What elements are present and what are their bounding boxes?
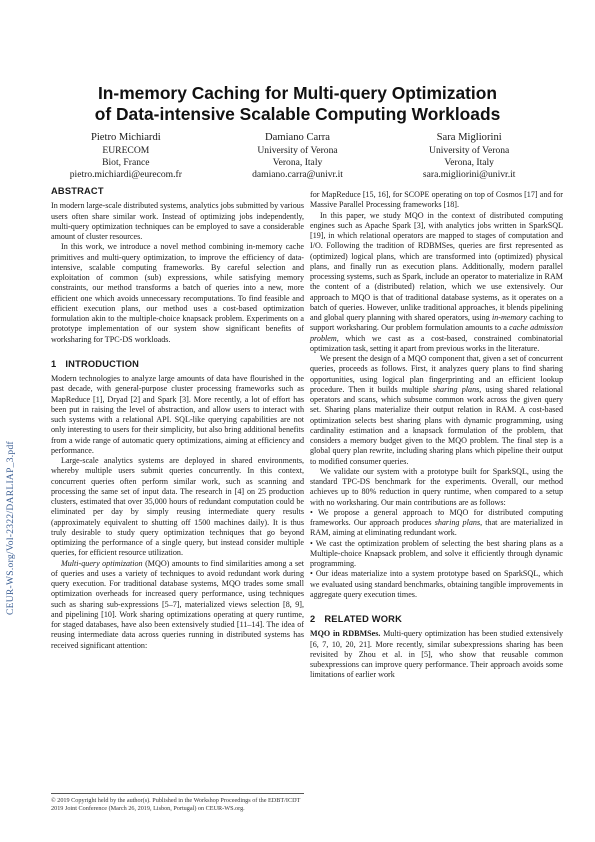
author-name: Sara Migliorini xyxy=(436,132,502,143)
paragraph-text: In this paper, we study MQO in the context of distributed computing engines such as Apache Spark [3], with analytics jobs written in SparkSQL [19], in which relational operators are mapped to stages of computation and I/O. Following the tradition of RDBMSes, queries are first represented as (optimized) logical plans, which are transformed into (optimized) physical plans, and finally run as execution plans. Additionally, modern parallel processing systems, such as Spark, include an operator to materialize in RAM the content of a (distributed) relation, which we use extensively. Our approach to MQO is that of traditional database systems, as it operates on a batch of queries. However, unlike traditional approaches, it blends pipelining and global query planning with shared operators, using xyxy=(310,210,563,322)
abstract-paragraph-1: In modern large-scale distributed systems, analytics jobs submitted by various users often share similar work. Instead of optimizing jobs independently, multi-query optimization techniques can be employed to save a considerable amount of cluster resources. xyxy=(51,201,304,241)
paragraph-text: Multi-query optimization has been studied extensively [6, 7, 10, 20, 21]. More recently, similar subexpressions sharing has been revisited by Zhou et al. in [5], who show that reusable common subexpressions can improve query performance. Their approach avoids some limitations of earlier work xyxy=(310,629,563,680)
paragraph-text: • We propose a general approach to MQO for distributed computing frameworks. Our approach produces xyxy=(310,507,563,527)
author-name: Damiano Carra xyxy=(265,132,331,143)
author-location: Verona, Italy xyxy=(444,156,494,168)
left-column xyxy=(51,186,304,651)
title-line-1: In-memory Caching for Multi-query Optimization xyxy=(97,83,498,103)
author-name: Pietro Michiardi xyxy=(90,132,161,143)
author-affiliation: University of Verona xyxy=(257,144,338,156)
section-number: 1 xyxy=(51,358,57,369)
copyright-footnote: © 2019 Copyright held by the author(s). Published in the Workshop Proceedings of the EDBT/ICDT 2019 Joint Conference (March 26, 2019, Lisbon, Portugal) on CEUR-WS.org. xyxy=(51,793,304,813)
author-affiliation: University of Verona xyxy=(429,144,510,156)
paragraph-text: (MQO) amounts to find similarities among a set of queries and uses a variety of techniques to avoid redundant work during query execution. For traditional database systems, MQO trades some small optimization overheads for increased query performance, using techniques such as sharing sub-expressions [5–7], materialized views selection [8, 9], and pipelining [10]. Work sharing optimizations operating at query runtime, for staged databases, have also been extensively studied [11–14]. The idea of reusing intermediate data across queries running in distributed systems has received significant attention: xyxy=(51,558,304,650)
title-line-2: of Data-intensive Scalable Computing Workloads xyxy=(94,104,501,124)
related-work-heading xyxy=(310,614,563,624)
paragraph-text: , which we cast as a cost-based, constrained combinatorial optimization task, setting it apart from previous works in the literature. xyxy=(310,333,563,353)
abstract-heading: ABSTRACT xyxy=(51,186,104,196)
author-block xyxy=(40,131,555,181)
section-title: INTRODUCTION xyxy=(65,358,140,369)
run-in-heading: MQO in RDBMSes. xyxy=(310,629,381,639)
emphasis: sharing plans xyxy=(434,518,481,527)
author-2 xyxy=(212,131,384,181)
author-affiliation: EURECOM xyxy=(102,144,150,156)
emphasis: in-memory xyxy=(491,313,528,322)
intro-paragraph-1: Modern technologies to analyze large amounts of data have flourished in the past decade, with general-purpose cluster processing frameworks such as MapReduce [1], Dryad [2] and Spark [3]. More recently, a lot of effort has been put in raising the level of abstraction, and allow users to interact with such systems with a relational API. SQL-like querying capabilities are not only interesting to users for their simplicity, but also bring additional benefits from a wide range of automatic query optimizations, aiming at efficiency and performance. xyxy=(51,374,304,455)
emphasis: cache admission problem xyxy=(310,323,563,343)
author-email: pietro.michiardi@eurecom.fr xyxy=(69,169,182,181)
intro-paragraph-2: Large-scale analytics systems are deployed in shared environments, whereby multiple users submit queries concurrently. In this context, concurrent queries often perform similar work, such as scanning and processing the same set of input data. The research in [4] on 25 production clusters, estimated that over 35,000 hours of redundant computation could be eliminated per day by simply reusing intermediate query results (approximately equivalent to shutting off 1500 machines daily). It is thus truly desirable to study query optimization techniques that go beyond optimizing the performance of a single query, but instead consider multiple queries, for efficient resource utilization. xyxy=(51,456,304,558)
contribution-bullet-1 xyxy=(310,508,563,539)
author-location: Biot, France xyxy=(102,156,150,168)
contribution-bullet-3: • Our ideas materialize into a system prototype based on SparkSQL, which we evaluated using standard benchmarks, obtaining tangible improvements in aggregate query execution times. xyxy=(310,569,563,599)
section-number: 2 xyxy=(310,614,316,624)
paper-title xyxy=(40,83,555,125)
right-column xyxy=(310,190,563,681)
intro-heading xyxy=(51,359,304,369)
contribution-bullet-2: • We cast the optimization problem of selecting the best sharing plans as a Multiple-choice Knapsack problem, and solve it efficiently through dynamic programming. xyxy=(310,538,563,568)
author-email: sara.migliorini@univr.it xyxy=(422,169,516,181)
paragraph-design xyxy=(310,354,563,467)
author-3 xyxy=(383,131,555,181)
paragraph-text: , that are materialized in RAM, aiming at eliminating redundant work. xyxy=(310,518,563,538)
paragraph-continued: for MapReduce [15, 16], for SCOPE operating on top of Cosmos [17] and for Massive Parallel Processing frameworks [18]. xyxy=(310,190,563,210)
intro-paragraph-3 xyxy=(51,559,304,651)
paragraph-text: , using shared relational operators and scans, which subsume common work across the given query set. Sharing plans materialize their output relation in RAM. A cost-based optimization selects best sharing plans with dynamic programming, using cardinality estimation and a knapsack formulation of the problem, that considers a memory budget given to the MQO problem. The final step is a global query plan rewrite, including sharing plans which pipeline their output to modified consumer queries. xyxy=(310,384,563,466)
emphasis: Multi-query optimization xyxy=(61,558,143,568)
paragraph-this-paper xyxy=(310,211,563,355)
emphasis: sharing plans xyxy=(432,384,480,394)
arxiv-side-identifier: CEUR-WS.org/Vol-2322/DARLIAP_3.pdf xyxy=(6,441,16,615)
paragraph-validate: We validate our system with a prototype built for SparkSQL, using the standard TPC-DS benchmark for the experiments. Overall, our method achieves up to 80% reduction in query runtime, when compared to a setup with no worksharing. Our main contributions are as follows: xyxy=(310,466,563,507)
author-email: damiano.carra@univr.it xyxy=(252,169,343,181)
author-1 xyxy=(40,131,212,181)
abstract-paragraph-2: In this work, we introduce a novel method combining in-memory cache primitives and multi-query optimization, to improve the efficiency of data-intensive, scalable computing frameworks. By careful selection and exploitation of common (sub) expressions, while satisfying memory constraints, our method transforms a batch of queries into a new, more efficient one which avoids unnecessary recomputations. To find feasible and efficient execution plans, our method uses a cost-based optimization formulation akin to the multiple-choice knapsack problem. Experiments on a prototype implementation of our system show significant benefits of worksharing for TPC-DS workloads. xyxy=(51,242,304,344)
section-title: RELATED WORK xyxy=(324,614,403,624)
paragraph-text: caching to support worksharing. Our problem formulation amounts to a xyxy=(310,313,563,333)
author-location: Verona, Italy xyxy=(272,156,323,168)
related-paragraph-1 xyxy=(310,629,563,680)
paragraph-text: We present the design of a MQO component that, given a set of concurrent queries, proceeds as follows. First, it analyzes query plans to find sharing opportunities, using logical plan fingerprinting and an efficient lookup procedure. Then it builds multiple xyxy=(310,354,563,394)
